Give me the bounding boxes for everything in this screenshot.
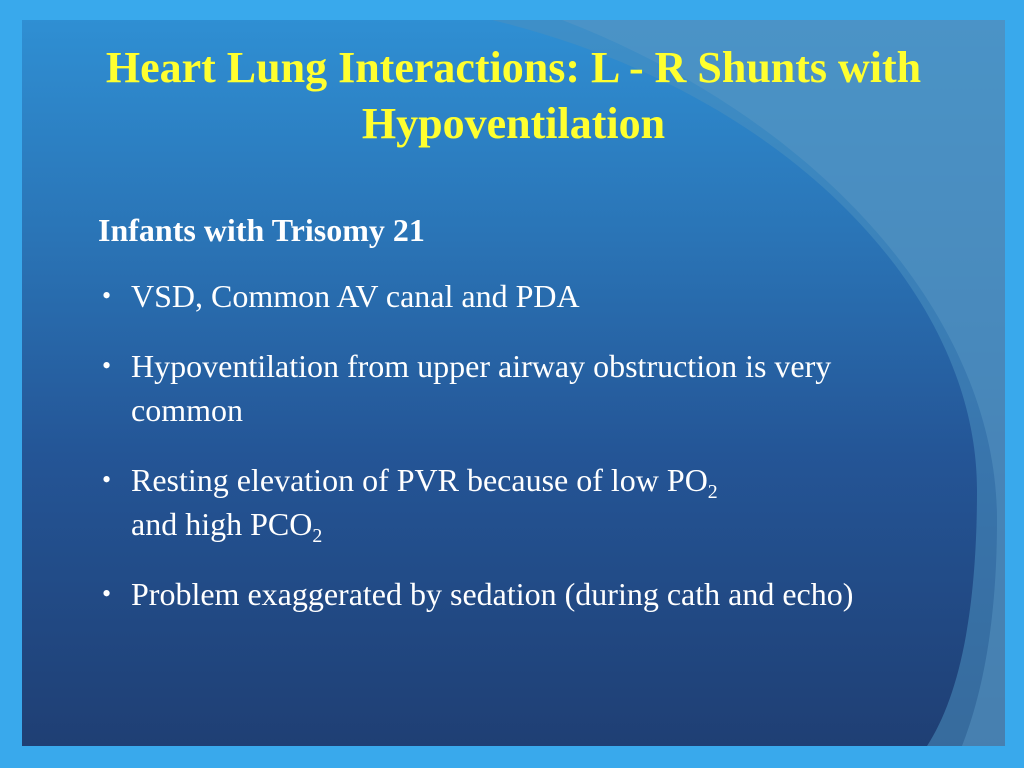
subheading: Infants with Trisomy 21 — [98, 212, 425, 248]
bullet-item-2 — [98, 344, 938, 432]
slide-body — [98, 208, 938, 642]
subscript-2: 2 — [312, 524, 323, 547]
bullet-text: Hypoventilation from upper airway obstruction is very common — [131, 348, 832, 428]
bullet-item-4 — [98, 572, 938, 616]
bullet-dot-icon: • — [102, 579, 112, 608]
bullet-dot-icon: • — [102, 465, 112, 494]
bullet-item-3 — [98, 458, 938, 546]
bullet-text: VSD, Common AV canal and PDA — [131, 278, 580, 314]
bullet-dot-icon: • — [102, 351, 112, 380]
bullet-text-part-1: Resting elevation of PVR because of low PO — [131, 462, 708, 498]
bullet-item-1 — [98, 274, 938, 318]
bullet-dot-icon: • — [102, 281, 112, 310]
subscript-2: 2 — [707, 480, 718, 503]
bullet-text: Problem exaggerated by sedation (during cath and echo) — [131, 576, 854, 612]
bullet-text-part-2: and high PCO — [131, 506, 313, 542]
slide-title: Heart Lung Interactions: L - R Shunts with Hypoventilation — [105, 43, 922, 148]
